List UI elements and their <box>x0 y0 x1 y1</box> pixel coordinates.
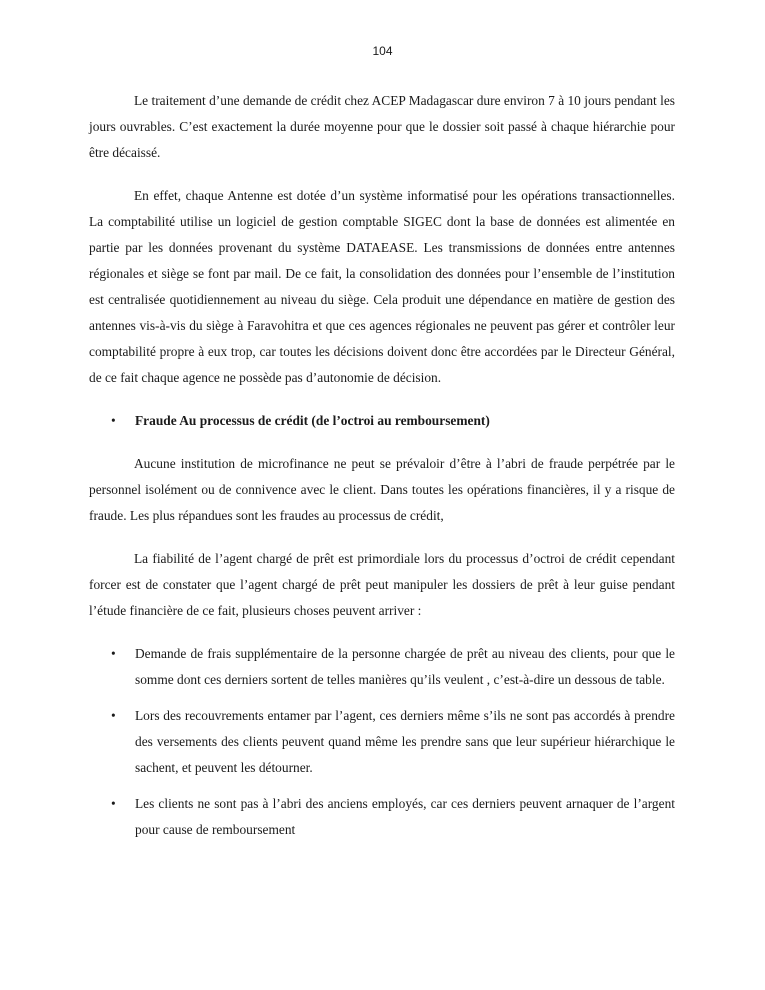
list-item-text: Les clients ne sont pas à l’abri des anciens employés, car ces derniers peuvent arnaquer de l’argent pour cause de remboursement <box>135 796 675 837</box>
paragraph-credit-processing-time: Le traitement d’une demande de crédit chez ACEP Madagascar dure environ 7 à 10 jours pendant les jours ouvrables. C’est exactement la durée moyenne pour que le dossier soit passé à chaque hiérarchie pour être décaissé. <box>89 93 675 160</box>
list-item-text: Lors des recouvrements entamer par l’agent, ces derniers même s’ils ne sont pas accordés à prendre des versements des clients peuvent quand même les prendre sans que leur supérieur hiérarchique le sachent, et peuvent les détourner. <box>135 708 675 775</box>
paragraph-loan-agent-reliability: La fiabilité de l’agent chargé de prêt est primordiale lors du processus d’octroi de crédit cependant forcer est de constater que l’agent chargé de prêt peut manipuler les dossiers de prêt à leur guise pendant l’étude financière de ce fait, plusieurs choses peuvent arriver : <box>89 551 675 618</box>
bullet-icon: • <box>111 646 116 661</box>
paragraph-fraud-risk: Aucune institution de microfinance ne peut se prévaloir d’être à l’abri de fraude perpétrée par le personnel isolément ou de connivence avec le client. Dans toutes les opérations financières, il y a risque de fraude. Les plus répandues sont les fraudes au processus de crédit, <box>89 456 675 523</box>
bullet-icon: • <box>111 413 116 428</box>
section-heading-text: Fraude Au processus de crédit (de l’octroi au remboursement) <box>135 413 490 428</box>
page-number: 104 <box>372 44 393 58</box>
list-item-text: Demande de frais supplémentaire de la personne chargée de prêt au niveau des clients, pour que le somme dont ces derniers sortent de telles manières qu’ils veulent , c’est-à-dire un dessous de table. <box>135 646 675 687</box>
fraud-cases-list <box>89 641 675 843</box>
list-item <box>89 641 675 693</box>
list-item <box>89 791 675 843</box>
page-content <box>89 88 675 853</box>
list-item <box>89 703 675 781</box>
bullet-icon: • <box>111 708 116 723</box>
bullet-icon: • <box>111 796 116 811</box>
section-heading-fraud <box>89 408 675 434</box>
paragraph-information-system: En effet, chaque Antenne est dotée d’un système informatisé pour les opérations transactionnelles. La comptabilité utilise un logiciel de gestion comptable SIGEC dont la base de données est alimentée en partie par les données provenant du système DATAEASE. Les transmissions de données entre antennes régionales et siège se font par mail. De ce fait, la consolidation des données pour l’ensemble de l’institution est centralisée quotidiennement au niveau du siège. Cela produit une dépendance en matière de gestion des antennes vis-à-vis du siège à Faravohitra et que ces agences régionales ne peuvent pas gérer et contrôler leur comptabilité propre à eux trop, car toutes les décisions doivent donc être accordées par le Directeur Général, de ce fait chaque agence ne possède pas d’autonomie de décision. <box>89 188 675 385</box>
